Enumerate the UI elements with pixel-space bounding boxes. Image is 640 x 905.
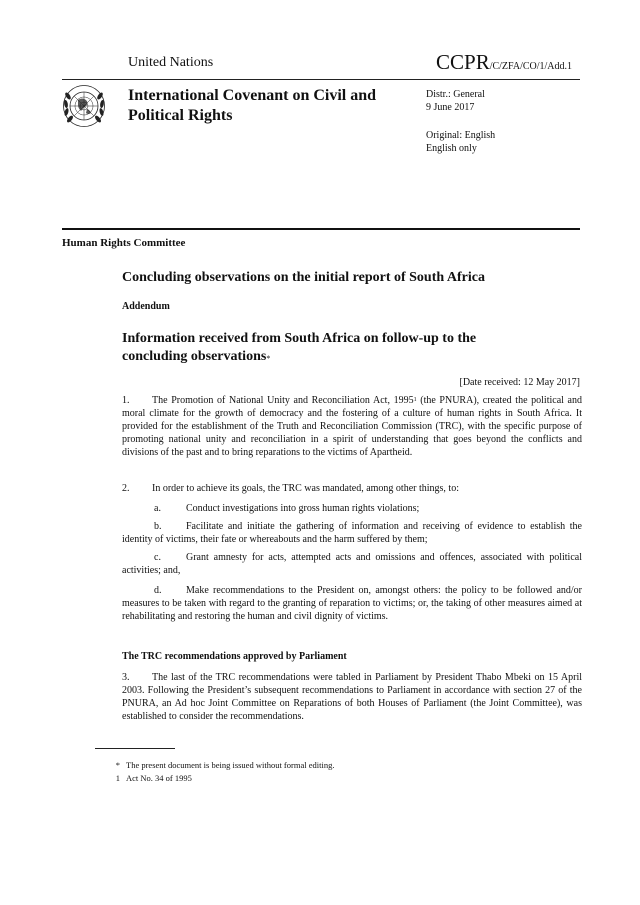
issue-date: 9 June 2017	[426, 102, 475, 113]
subparagraph-text: Facilitate and initiate the gathering of information and receiving of evidence to establish the identity of victims, their fate or whereabouts and the harm suffered by them;	[122, 521, 582, 545]
footnote-text: Act No. 34 of 1995	[126, 773, 192, 783]
paragraph-number: 2.	[122, 483, 130, 494]
subparagraph-text: Conduct investigations into gross human rights violations;	[186, 503, 420, 514]
paragraph-number: 3.	[122, 672, 130, 683]
distribution-type: Distr.: General	[426, 89, 485, 100]
footnote-star	[108, 760, 334, 771]
distribution-info	[426, 88, 485, 114]
footnote-ref-star: *	[266, 354, 271, 363]
document-symbol	[436, 50, 572, 75]
committee-name: Human Rights Committee	[62, 237, 186, 249]
document-symbol-suffix: /C/ZFA/CO/1/Add.1	[489, 61, 573, 72]
header-rule	[62, 79, 580, 80]
subparagraph-letter: a.	[154, 503, 161, 514]
document-heading: Concluding observations on the initial report of South Africa	[122, 270, 485, 285]
footnote-text: The present document is being issued without formal editing.	[126, 760, 335, 770]
un-emblem-icon	[62, 84, 106, 128]
footnote-mark: 1	[115, 773, 120, 783]
footnote-ref-1: 1	[413, 397, 417, 403]
footnote-1	[108, 773, 192, 784]
language-info	[426, 129, 495, 155]
available-language: English only	[426, 143, 477, 154]
addendum-label: Addendum	[122, 301, 170, 312]
paragraph-text: In order to achieve its goals, the TRC was mandated, among other things, to:	[152, 483, 459, 494]
subparagraph-letter: d.	[154, 585, 162, 596]
document-subheading	[122, 330, 542, 366]
subparagraph-text: Make recommendations to the President on, amongst others: the policy to be followed and/or measures to be taken with regard to the granting of reparation to victims; or, the taking of other measures aimed at rehabilitating and restoring the human and civil dignity of victims.	[122, 585, 582, 622]
paragraph-text-cont: (the PNURA), created the political and moral climate for the growth of democracy and the fostering of a culture of human rights in South Africa. It provided for the establishment of the Truth and Reconciliation Commission (TRC), with the specific purpose of promoting national unity and reconciliation in a spirit of understanding that goes beyond the conflicts and divisions of the past and to bring reparations to the victims of Apartheid.	[122, 395, 582, 458]
subparagraph-d	[122, 584, 582, 623]
document-symbol-main: CCPR	[436, 50, 490, 74]
subparagraph-a	[122, 502, 582, 515]
header-bottom-rule	[62, 228, 580, 230]
subparagraph-letter: c.	[154, 552, 161, 563]
covenant-title: International Covenant on Civil and Political Rights	[128, 87, 377, 124]
paragraph-text: The Promotion of National Unity and Reconciliation Act, 1995	[152, 395, 414, 406]
footnote-mark: *	[115, 760, 120, 770]
paragraph-2	[122, 482, 582, 495]
subparagraph-b	[122, 520, 582, 546]
footnote-separator	[95, 748, 175, 749]
paragraph-text: The last of the TRC recommendations were tabled in Parliament by President Thabo Mbeki on 15 April 2003. Following the President’s subsequent recommendations to Parliament in accordance with section 27 of the PNURA, an Ad hoc Joint Committee on Reparations of both Houses of Parliament (the Joint Committee), was established to consider the recommendations.	[122, 672, 582, 722]
subparagraph-c	[122, 551, 582, 577]
paragraph-number: 1.	[122, 395, 130, 406]
paragraph-1	[122, 394, 582, 459]
date-received: [Date received: 12 May 2017]	[459, 377, 580, 388]
paragraph-3	[122, 671, 582, 723]
subparagraph-letter: b.	[154, 521, 162, 532]
subheading-text: Information received from South Africa on follow-up to the concluding observations	[122, 331, 477, 364]
organization-name: United Nations	[128, 55, 214, 70]
original-language: Original: English	[426, 130, 496, 141]
section-subheading: The TRC recommendations approved by Parliament	[122, 651, 347, 662]
subparagraph-text: Grant amnesty for acts, attempted acts and omissions and offences, associated with political activities; and,	[122, 552, 582, 576]
